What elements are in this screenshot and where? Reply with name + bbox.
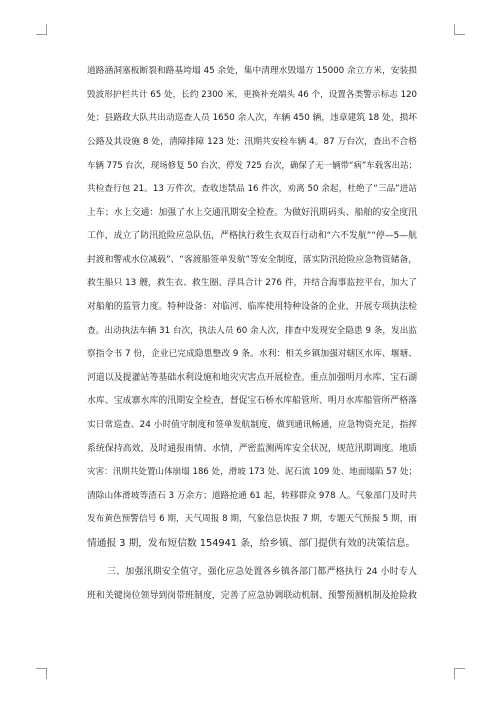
text-line: 水库、宝成寨水库的汛期安全检查，督促宝石桥水库船管所、明月水库船管所严格落 — [87, 396, 417, 407]
text-line: 救生船只 13 艘，救生衣、救生圈、浮具合计 276 件，并结合海事监控平台，加大了 — [87, 278, 417, 289]
text-line: 对船舶的监管力度。特种设备：对临河、临库使用特种设备的企业，开展专项执法检 — [87, 301, 417, 312]
text-line: 察指令书 7 份，企业已完成隐患整改 9 条。水利：相关乡镇加强对辖区水库、堰塘、 — [87, 349, 417, 360]
text-line: 系统保持高效，及时通报雨情、水情，严密监测两库安全状况，规范汛期调度。地质 — [87, 443, 417, 454]
paragraph-2 — [87, 561, 417, 608]
crop-mark-top-left — [36, 24, 47, 35]
document-body — [87, 60, 417, 609]
text-line: 封渡和警戒水位减载”、“客渡船签单发航”等安全制度，落实防汛抢险应急物资储备， — [87, 254, 417, 265]
crop-mark-bottom-right — [454, 668, 465, 679]
text-line: 上车；水上交通：加强了水上交通汛期安全检查。为做好汛期码头、船舶的安全度汛 — [87, 207, 417, 218]
text-line: 实日常巡查、24 小时值守制度和签单发航制度，做到通讯畅通，应急物资充足，指挥 — [87, 419, 417, 430]
text-line: 河道以及提灌站等基础水利设施和地灾灾害点开展检查。重点加强明月水库、宝石湖 — [87, 372, 417, 383]
text-line: 毁波形护栏共计 65 处，长约 2300 米，更换补充端头 46 个，设置各类警示标志 120 — [87, 89, 417, 100]
text-line: 灾害：汛期共处置山体崩塌 186 处，滑坡 173 处、泥石流 109 处、地面塌陷 57 处； — [87, 467, 417, 478]
text-line: 工作，成立了防汛抢险应急队伍，严格执行救生衣双百行动和“六不发航”“停—5—航 — [87, 231, 417, 242]
crop-mark-bottom-left — [36, 668, 47, 679]
text-line: 查。出动执法车辆 31 台次，执法人员 60 余人次，排查中发现安全隐患 9 条，发出监 — [87, 325, 417, 336]
paragraph-1 — [87, 60, 417, 555]
text-line: 处；县路政大队共出动巡查人员 1650 余人次，车辆 450 辆，违章建筑 18 处，损坏 — [87, 113, 417, 124]
text-line: 车辆 775 台次，现场修复 50 台次，停发 725 台次，确保了无一辆带“病”车载客出站； — [87, 160, 417, 171]
text-line: 班和关键岗位领导到岗带班制度，完善了应急协调联动机制、预警预测机制及抢险救 — [87, 591, 417, 602]
text-line: 发布黄色预警信号 6 期，天气周报 8 期，气象信息快报 7 期，专题天气预报 5 期，雨 — [87, 514, 417, 525]
text-line: 共检查行包 21。13 万件次，查收违禁品 16 件次，劝离 50 余起，杜绝了“三品”进站 — [87, 183, 417, 194]
text-line: 三、加强汛期安全值守，强化应急处置各乡镇各部门都严格执行 24 小时专人 — [107, 567, 417, 578]
text-line: 情通报 3 期，发布短信数 154941 条，给乡镇、部门提供有效的决策信息。 — [87, 537, 416, 549]
text-line: 清除山体滑坡等渣石 3 万余方；道路抢通 61 起，转移群众 978 人。气象部门及时共 — [87, 490, 417, 501]
crop-mark-top-right — [454, 24, 465, 35]
text-line: 公路及其设施 8 处，清障排障 123 处；汛期共安检车辆 4。87 万台次，查出不合格 — [87, 136, 417, 147]
text-line: 道路涵洞塞板断裂和路基垮塌 45 余处，集中清理水毁塌方 15000 余立方米，安装损 — [87, 66, 417, 76]
